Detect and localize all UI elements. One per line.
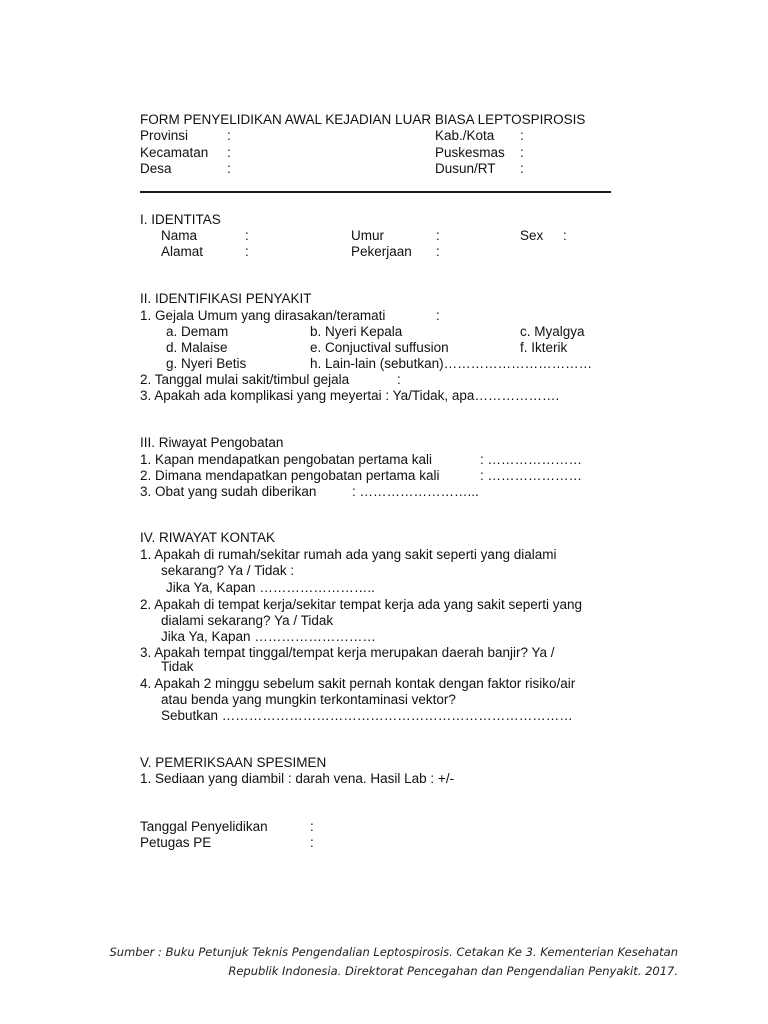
colon: :: [436, 244, 440, 259]
symptom-item: c. Myalgya: [520, 324, 585, 339]
symptom-item: d. Malaise: [166, 340, 228, 355]
label-tanggal-penyelidikan: Tanggal Penyelidikan: [140, 819, 268, 834]
symptom-item: h. Lain-lain (sebutkan)……………………………: [310, 356, 593, 371]
label-kab-kota: Kab./Kota: [435, 128, 495, 143]
question-kontak-rumah: sekarang? Ya / Tidak :: [161, 563, 295, 578]
colon: :: [227, 128, 231, 143]
fill-line: : …………………: [480, 452, 583, 467]
question-kontak-rumah: 1. Apakah di rumah/sekitar rumah ada yang sakit seperti yang dialami: [140, 547, 557, 562]
question-banjir: 3. Apakah tempat tinggal/tempat kerja merupakan daerah banjir? Ya /: [140, 645, 555, 660]
question-gejala: 1. Gejala Umum yang dirasakan/teramati: [140, 308, 386, 323]
question-sediaan: 1. Sediaan yang diambil : darah vena. Hasil Lab : +/-: [140, 771, 455, 786]
source-citation-line1: Sumber : Buku Petunjuk Teknis Pengendalian Leptospirosis. Cetakan Ke 3. Kementerian Kesehatan: [109, 945, 678, 959]
label-dusun-rt: Dusun/RT: [435, 161, 496, 176]
question-obat: 3. Obat yang sudah diberikan: [140, 484, 317, 499]
label-alamat: Alamat: [161, 244, 204, 259]
question-kontak-kerja: dialami sekarang? Ya / Tidak: [161, 613, 334, 628]
form-title: FORM PENYELIDIKAN AWAL KEJADIAN LUAR BIASA LEPTOSPIROSIS: [140, 112, 586, 127]
label-desa: Desa: [140, 161, 172, 176]
label-sex: Sex: [520, 228, 544, 243]
question-faktor-risiko: atau benda yang mungkin terkontaminasi vektor?: [161, 692, 456, 707]
symptom-item: e. Conjuctival suffusion: [310, 340, 449, 355]
colon: :: [227, 161, 231, 176]
section-identitas-heading: I. IDENTITAS: [140, 212, 221, 227]
colon: :: [520, 128, 524, 143]
colon: :: [245, 244, 249, 259]
label-petugas-pe: Petugas PE: [140, 835, 212, 850]
section-pengobatan-heading: III. Riwayat Pengobatan: [140, 435, 284, 450]
label-nama: Nama: [161, 228, 198, 243]
question-kontak-kerja: Jika Ya, Kapan ………………………: [161, 629, 376, 644]
label-pekerjaan: Pekerjaan: [351, 244, 412, 259]
question-kontak-kerja: 2. Apakah di tempat kerja/sekitar tempat kerja ada yang sakit seperti yang: [140, 597, 582, 612]
question-tanggal-sakit: 2. Tanggal mulai sakit/timbul gejala: [140, 372, 350, 387]
colon: :: [310, 819, 314, 834]
colon: :: [310, 835, 314, 850]
question-faktor-risiko: 4. Apakah 2 minggu sebelum sakit pernah kontak dengan faktor risiko/air: [140, 676, 576, 691]
colon: :: [520, 161, 524, 176]
question-kontak-rumah: Jika Ya, Kapan ……………………..: [166, 580, 375, 595]
label-provinsi: Provinsi: [140, 128, 189, 143]
question-kapan-pengobatan: 1. Kapan mendapatkan pengobatan pertama kali: [140, 452, 432, 467]
symptom-item: g. Nyeri Betis: [166, 356, 247, 371]
symptom-item: f. Ikterik: [520, 340, 568, 355]
question-dimana-pengobatan: 2. Dimana mendapatkan pengobatan pertama kali: [140, 468, 440, 483]
colon: :: [436, 228, 440, 243]
question-banjir: Tidak: [161, 659, 194, 674]
fill-line: : ……………………...: [352, 484, 479, 499]
colon: :: [436, 308, 440, 323]
source-citation-line2: Republik Indonesia. Direktorat Pencegahan dan Pengendalian Penyakit. 2017.: [228, 964, 678, 978]
question-faktor-risiko: Sebutkan ……………………………………………………………………: [161, 708, 573, 723]
question-komplikasi: 3. Apakah ada komplikasi yang meyertai : Ya/Tidak, apa……………….: [140, 388, 560, 403]
fill-line: : …………………: [480, 468, 583, 483]
colon: :: [563, 228, 567, 243]
section-kontak-heading: IV. RIWAYAT KONTAK: [140, 530, 276, 545]
colon: :: [397, 372, 401, 387]
header-divider: [140, 191, 611, 193]
label-kecamatan: Kecamatan: [140, 145, 209, 160]
colon: :: [520, 145, 524, 160]
section-spesimen-heading: V. PEMERIKSAAN SPESIMEN: [140, 755, 327, 770]
symptom-item: b. Nyeri Kepala: [310, 324, 403, 339]
colon: :: [227, 145, 231, 160]
colon: :: [245, 228, 249, 243]
symptom-item: a. Demam: [166, 324, 229, 339]
label-puskesmas: Puskesmas: [435, 145, 505, 160]
section-identifikasi-heading: II. IDENTIFIKASI PENYAKIT: [140, 291, 312, 306]
label-umur: Umur: [351, 228, 384, 243]
